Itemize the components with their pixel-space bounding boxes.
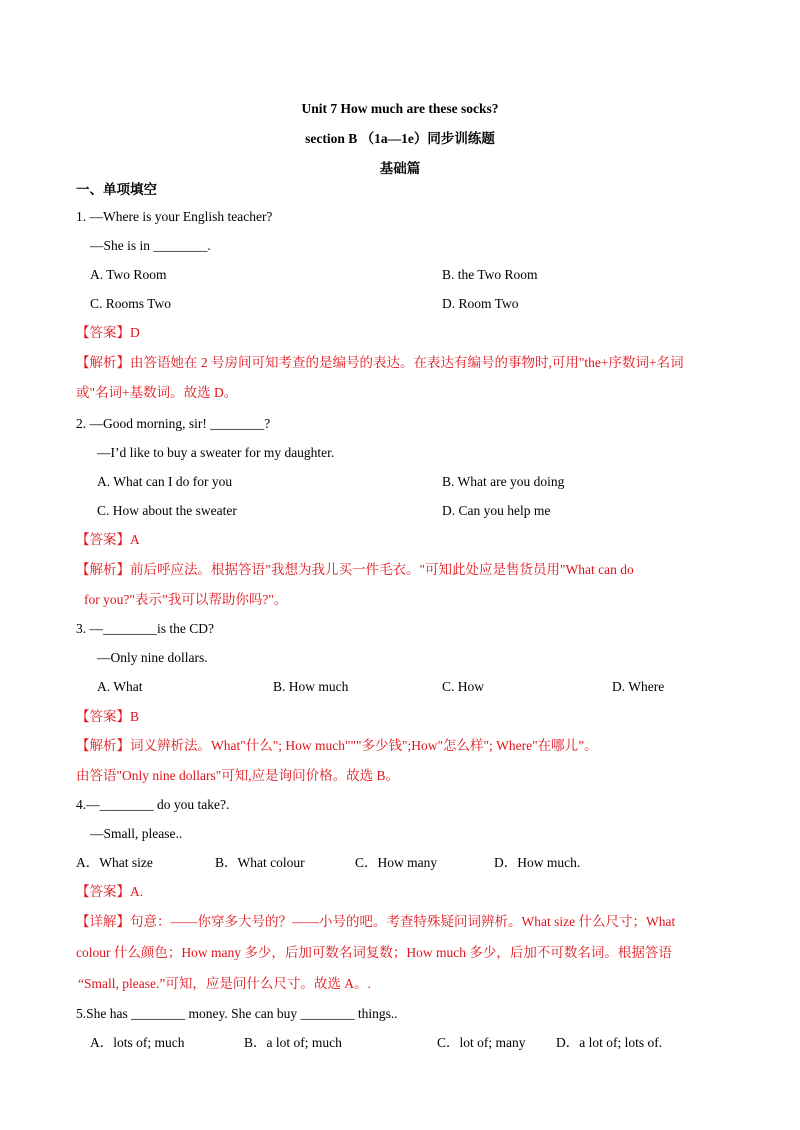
q4-option-c: C．How many bbox=[355, 855, 438, 870]
q1-analysis-line1: 【解析】由答语她在 2 号房间可知考查的是编号的表达。在表达有编号的事物时,可用"the+序数词+名词 bbox=[76, 355, 684, 370]
q2-option-c: C. How about the sweater bbox=[97, 503, 237, 518]
q5-option-c: C．lot of; many bbox=[437, 1035, 526, 1050]
q1-option-b: B. the Two Room bbox=[442, 267, 538, 282]
q3-option-d: D. Where bbox=[612, 679, 665, 694]
q2-stem: 2. —Good morning, sir! ________? bbox=[76, 416, 271, 431]
q5-option-a: A．lots of; much bbox=[90, 1035, 185, 1050]
q1-option-c: C. Rooms Two bbox=[90, 296, 171, 311]
q4-line2: —Small, please.. bbox=[90, 826, 183, 841]
q4-analysis-line3: “Small, please.”可知，应是问什么尺寸。故选 A。. bbox=[78, 976, 371, 991]
q3-option-b: B. How much bbox=[273, 679, 349, 694]
q1-analysis-line2: 或"名词+基数词。故选 D。 bbox=[76, 385, 238, 400]
page-subtitle: section B （1a—1e）同步训练题 bbox=[305, 131, 495, 146]
q2-analysis-line2: for you?"表示”我可以帮助你吗?"。 bbox=[84, 592, 288, 607]
q3-answer: 【答案】B bbox=[76, 709, 140, 724]
q1-stem: 1. —Where is your English teacher? bbox=[76, 209, 273, 224]
q2-option-b: B. What are you doing bbox=[442, 474, 565, 489]
q3-option-a: A. What bbox=[97, 679, 143, 694]
q5-option-b: B．a lot of; much bbox=[244, 1035, 342, 1050]
q1-option-a: A. Two Room bbox=[90, 267, 167, 282]
q3-option-c: C. How bbox=[442, 679, 485, 694]
q2-option-d: D. Can you help me bbox=[442, 503, 551, 518]
q3-analysis-line1: 【解析】词义辨析法。What"什么"; How much"""多少钱";How"怎么样"; Where"在哪儿”。 bbox=[76, 738, 598, 753]
q4-option-b: B．What colour bbox=[215, 855, 305, 870]
q1-line2: —She is in ________. bbox=[90, 238, 211, 253]
q5-option-d: D．a lot of; lots of. bbox=[556, 1035, 663, 1050]
q4-stem: 4.—________ do you take?. bbox=[76, 797, 230, 812]
q4-answer: 【答案】A. bbox=[76, 884, 144, 899]
q2-analysis-line1: 【解析】前后呼应法。根据答语”我想为我儿买一件毛衣。"可知此处应是售货员用"What can do bbox=[76, 562, 634, 577]
section-heading: 一、单项填空 bbox=[76, 182, 157, 197]
q1-answer: 【答案】D bbox=[76, 325, 140, 340]
q5-stem: 5.She has ________ money. She can buy ________ things.. bbox=[76, 1006, 398, 1021]
q2-line2: —I’d like to buy a sweater for my daughter. bbox=[97, 445, 335, 460]
q2-option-a: A. What can I do for you bbox=[97, 474, 233, 489]
q4-analysis-line1: 【详解】句意：——你穿多大号的？——小号的吧。考查特殊疑问词辨析。What size 什么尺寸；What bbox=[76, 914, 676, 929]
q3-stem: 3. —________is the CD? bbox=[76, 621, 214, 636]
q4-option-a: A．What size bbox=[76, 855, 153, 870]
q4-option-d: D．How much. bbox=[494, 855, 581, 870]
q1-option-d: D. Room Two bbox=[442, 296, 519, 311]
q2-answer: 【答案】A bbox=[76, 532, 140, 547]
level-label: 基础篇 bbox=[379, 161, 421, 176]
q3-line2: —Only nine dollars. bbox=[97, 650, 208, 665]
q3-analysis-line2: 由答语"Only nine dollars"可知,应是询问价格。故选 B。 bbox=[76, 768, 400, 783]
page-title: Unit 7 How much are these socks? bbox=[301, 101, 499, 116]
q4-analysis-line2: colour 什么颜色；How many 多少，后加可数名词复数；How much 多少，后加不可数名词。根据答语 bbox=[76, 945, 672, 960]
